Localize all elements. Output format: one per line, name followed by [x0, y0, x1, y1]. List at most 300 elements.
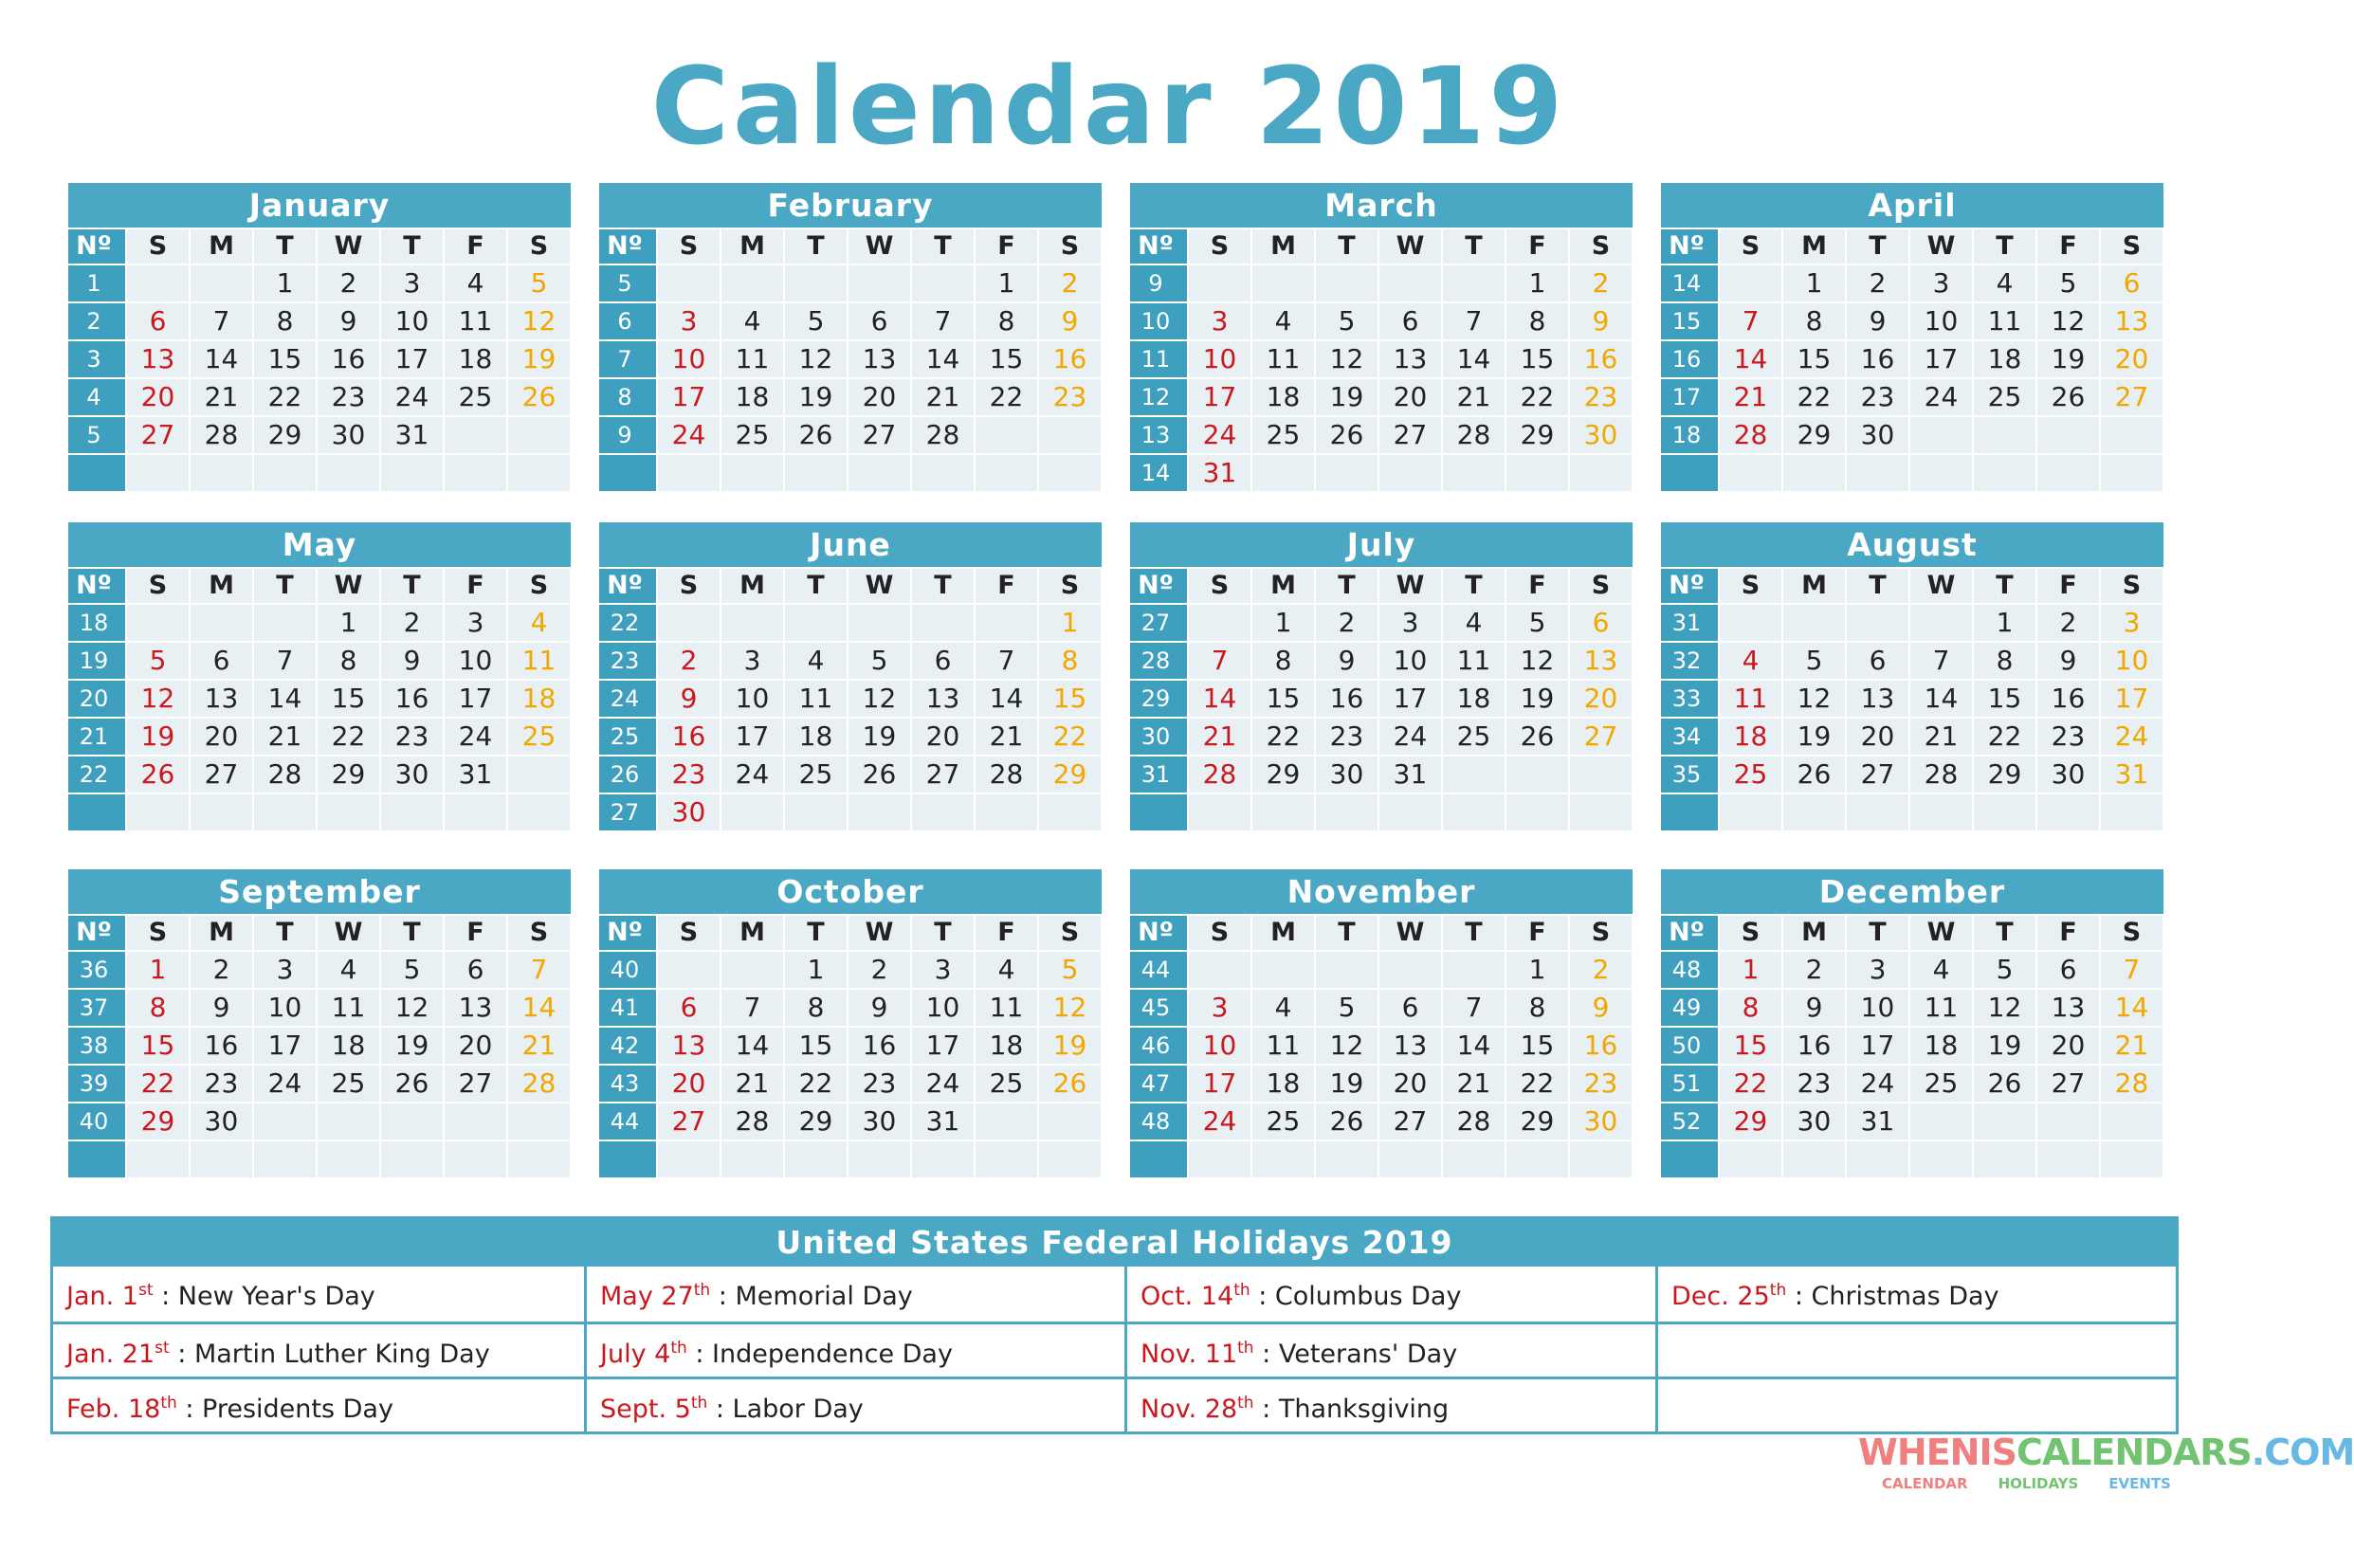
day-cell: 11 [1252, 341, 1314, 377]
day-cell: 11 [1252, 1028, 1314, 1064]
day-cell [1252, 794, 1314, 830]
day-cell [785, 265, 847, 301]
day-cell: 10 [721, 681, 783, 717]
week-number: 36 [68, 952, 125, 988]
day-cell: 25 [445, 379, 506, 415]
weekday-header-row [68, 916, 571, 950]
week-number: 47 [1130, 1066, 1187, 1102]
day-cell: 30 [381, 757, 443, 793]
holiday-column [584, 1267, 1124, 1431]
day-cell [849, 794, 910, 830]
week-number: 27 [1130, 605, 1187, 641]
week-row [599, 1103, 1102, 1140]
day-cell: 9 [381, 643, 443, 679]
day-cell [1379, 265, 1441, 301]
day-cell [1720, 605, 1781, 641]
day-cell [1720, 455, 1781, 491]
day-cell [976, 1141, 1037, 1177]
day-cell: 29 [254, 417, 316, 453]
week-row [1130, 303, 1633, 339]
day-cell: 17 [658, 379, 720, 415]
holidays-table [50, 1216, 2179, 1434]
day-cell [2101, 1103, 2162, 1140]
day-cell [381, 1141, 443, 1177]
day-cell: 8 [318, 643, 379, 679]
weekday-header: M [1783, 916, 1845, 950]
day-cell: 27 [1847, 757, 1908, 793]
day-cell: 22 [1720, 1066, 1781, 1102]
day-cell: 1 [1783, 265, 1845, 301]
weekday-header: F [976, 569, 1037, 603]
day-cell [658, 1141, 720, 1177]
week-number [599, 455, 656, 491]
day-cell: 6 [1570, 605, 1632, 641]
week-row [68, 719, 571, 755]
week-number: 18 [68, 605, 125, 641]
day-cell: 30 [849, 1103, 910, 1140]
day-cell: 10 [1189, 1028, 1250, 1064]
day-cell [1039, 455, 1101, 491]
week-number: 2 [68, 303, 125, 339]
day-cell [1506, 1141, 1568, 1177]
day-cell: 23 [191, 1066, 252, 1102]
holiday-name: : Columbus Day [1250, 1282, 1462, 1311]
weekday-header: T [254, 229, 316, 264]
weekday-header: S [1570, 229, 1632, 264]
weekday-header: F [1506, 569, 1568, 603]
day-cell: 30 [318, 417, 379, 453]
day-cell: 21 [1720, 379, 1781, 415]
day-cell: 6 [445, 952, 506, 988]
weekday-header: W [1910, 569, 1972, 603]
holiday-name: : Independence Day [686, 1340, 953, 1369]
day-cell [1189, 605, 1250, 641]
day-cell [1974, 1141, 2035, 1177]
month-october [599, 869, 1102, 1177]
day-cell: 1 [1252, 605, 1314, 641]
weekday-header: M [191, 229, 252, 264]
day-cell: 24 [254, 1066, 316, 1102]
holiday-name: : Veterans' Day [1253, 1340, 1458, 1369]
day-cell: 10 [658, 341, 720, 377]
week-number-header: Nº [1130, 229, 1187, 264]
day-cell: 22 [318, 719, 379, 755]
holiday-date [600, 1282, 710, 1311]
day-cell: 15 [976, 341, 1037, 377]
day-cell: 19 [1316, 379, 1378, 415]
weekday-header: F [2037, 916, 2099, 950]
day-cell [508, 417, 570, 453]
weekday-header: F [445, 229, 506, 264]
holiday-entry [1658, 1322, 2176, 1377]
day-cell: 4 [976, 952, 1037, 988]
site-logo [1858, 1431, 2354, 1492]
day-cell: 11 [785, 681, 847, 717]
week-row [1661, 605, 2163, 641]
week-row [599, 1028, 1102, 1064]
week-number: 25 [599, 719, 656, 755]
day-cell: 18 [1443, 681, 1505, 717]
weekday-header: W [318, 229, 379, 264]
week-number: 52 [1661, 1103, 1718, 1140]
day-cell [381, 455, 443, 491]
day-cell: 16 [381, 681, 443, 717]
week-number: 37 [68, 990, 125, 1026]
day-cell [721, 794, 783, 830]
day-cell: 25 [1252, 1103, 1314, 1140]
day-cell: 21 [912, 379, 974, 415]
week-number: 31 [1130, 757, 1187, 793]
day-cell [1443, 794, 1505, 830]
day-cell [2037, 1103, 2099, 1140]
day-cell: 31 [1189, 455, 1250, 491]
day-cell: 3 [721, 643, 783, 679]
week-row [1130, 379, 1633, 415]
weekday-header: T [785, 229, 847, 264]
week-row [68, 794, 571, 830]
day-cell [508, 455, 570, 491]
day-cell: 12 [1974, 990, 2035, 1026]
weekday-header: S [1039, 916, 1101, 950]
day-cell [721, 455, 783, 491]
week-row [1130, 455, 1633, 491]
weekday-header-row [1130, 229, 1633, 264]
weekday-header: W [1379, 916, 1441, 950]
day-cell [1443, 455, 1505, 491]
weekday-header: W [1379, 569, 1441, 603]
day-cell: 30 [1847, 417, 1908, 453]
day-cell: 6 [2101, 265, 2162, 301]
weekday-header: T [1316, 569, 1378, 603]
holiday-date-text: Feb. 18 [66, 1395, 161, 1424]
day-cell: 13 [1379, 341, 1441, 377]
day-cell: 4 [785, 643, 847, 679]
day-cell: 17 [381, 341, 443, 377]
weekday-header: S [1720, 569, 1781, 603]
day-cell: 24 [1847, 1066, 1908, 1102]
day-cell [1910, 455, 1972, 491]
day-cell [508, 794, 570, 830]
day-cell: 5 [1316, 303, 1378, 339]
day-cell: 18 [508, 681, 570, 717]
day-cell: 20 [127, 379, 189, 415]
day-cell: 16 [318, 341, 379, 377]
day-cell: 12 [508, 303, 570, 339]
day-cell: 14 [508, 990, 570, 1026]
day-cell: 14 [976, 681, 1037, 717]
month-december [1661, 869, 2163, 1177]
day-cell: 1 [976, 265, 1037, 301]
weekday-header: T [1974, 569, 2035, 603]
weekday-header: W [849, 916, 910, 950]
holiday-date-text: Oct. 14 [1141, 1282, 1234, 1311]
day-cell: 5 [508, 265, 570, 301]
day-cell: 23 [1783, 1066, 1845, 1102]
day-cell: 25 [1910, 1066, 1972, 1102]
day-cell [721, 1141, 783, 1177]
day-cell [2037, 794, 2099, 830]
holiday-date-suffix: th [1237, 1394, 1254, 1413]
holiday-date-suffix: th [690, 1394, 708, 1413]
day-cell: 11 [1443, 643, 1505, 679]
weekday-header: T [1847, 229, 1908, 264]
day-cell: 3 [1189, 303, 1250, 339]
holiday-date [1141, 1340, 1254, 1369]
day-cell: 20 [1847, 719, 1908, 755]
day-cell: 11 [976, 990, 1037, 1026]
week-row [68, 1028, 571, 1064]
day-cell: 12 [849, 681, 910, 717]
day-cell: 28 [1443, 417, 1505, 453]
day-cell [1847, 794, 1908, 830]
weekday-header: S [658, 569, 720, 603]
day-cell: 28 [191, 417, 252, 453]
day-cell: 10 [254, 990, 316, 1026]
day-cell: 17 [1189, 1066, 1250, 1102]
day-cell: 7 [191, 303, 252, 339]
week-number: 10 [1130, 303, 1187, 339]
weekday-header: T [1847, 916, 1908, 950]
day-cell: 12 [381, 990, 443, 1026]
weekday-header: T [1847, 569, 1908, 603]
week-row [1661, 643, 2163, 679]
day-cell: 15 [1783, 341, 1845, 377]
week-number [1661, 794, 1718, 830]
day-cell: 16 [658, 719, 720, 755]
day-cell: 8 [1783, 303, 1845, 339]
day-cell: 6 [912, 643, 974, 679]
day-cell: 27 [912, 757, 974, 793]
day-cell: 31 [1379, 757, 1441, 793]
holiday-name: : Presidents Day [176, 1395, 393, 1424]
day-cell: 8 [1506, 303, 1568, 339]
weekday-header-row [68, 569, 571, 603]
day-cell: 8 [1252, 643, 1314, 679]
weekday-header-row [1130, 916, 1633, 950]
day-cell: 17 [1910, 341, 1972, 377]
day-cell: 10 [2101, 643, 2162, 679]
weekday-header-row [1130, 569, 1633, 603]
day-cell: 8 [785, 990, 847, 1026]
day-cell: 7 [1443, 990, 1505, 1026]
weekday-header-row [1661, 569, 2163, 603]
logo-part: CALENDARS [2016, 1431, 2252, 1473]
day-cell: 7 [1189, 643, 1250, 679]
day-cell: 16 [1316, 681, 1378, 717]
day-cell: 11 [1910, 990, 1972, 1026]
month-name: July [1130, 522, 1633, 567]
holiday-date-text: Jan. 21 [66, 1340, 155, 1369]
day-cell [1379, 455, 1441, 491]
week-number: 23 [599, 643, 656, 679]
day-cell: 11 [721, 341, 783, 377]
week-row [599, 341, 1102, 377]
logo-part: .COM [2251, 1431, 2354, 1473]
holiday-date-text: Nov. 11 [1141, 1340, 1238, 1369]
day-cell [1570, 757, 1632, 793]
day-cell: 23 [1570, 379, 1632, 415]
day-cell [785, 605, 847, 641]
day-cell [1720, 794, 1781, 830]
day-cell: 7 [2101, 952, 2162, 988]
day-cell: 18 [785, 719, 847, 755]
week-row [1661, 341, 2163, 377]
week-number: 32 [1661, 643, 1718, 679]
week-number: 48 [1130, 1103, 1187, 1140]
day-cell: 23 [849, 1066, 910, 1102]
day-cell: 11 [445, 303, 506, 339]
day-cell: 27 [849, 417, 910, 453]
day-cell: 2 [191, 952, 252, 988]
week-number: 22 [599, 605, 656, 641]
holiday-entry [1658, 1377, 2176, 1431]
day-cell: 20 [1570, 681, 1632, 717]
day-cell [1316, 1141, 1378, 1177]
day-cell: 17 [254, 1028, 316, 1064]
weekday-header: S [508, 916, 570, 950]
day-cell [381, 794, 443, 830]
day-cell: 16 [1039, 341, 1101, 377]
week-number: 14 [1661, 265, 1718, 301]
day-cell: 11 [1974, 303, 2035, 339]
week-row [1661, 1028, 2163, 1064]
day-cell: 3 [1847, 952, 1908, 988]
weekday-header: T [1974, 916, 2035, 950]
week-number: 19 [68, 643, 125, 679]
weekday-header: M [1252, 229, 1314, 264]
day-cell: 27 [1379, 417, 1441, 453]
day-cell: 13 [445, 990, 506, 1026]
day-cell [1783, 1141, 1845, 1177]
day-cell: 14 [1443, 1028, 1505, 1064]
day-cell [318, 794, 379, 830]
day-cell: 19 [2037, 341, 2099, 377]
day-cell: 29 [1252, 757, 1314, 793]
day-cell: 8 [127, 990, 189, 1026]
day-cell [191, 455, 252, 491]
holiday-entry [53, 1322, 584, 1377]
weekday-header: T [1974, 229, 2035, 264]
holiday-entry [1127, 1322, 1655, 1377]
holiday-entry [1127, 1267, 1655, 1322]
day-cell [2101, 794, 2162, 830]
month-name: March [1130, 183, 1633, 228]
day-cell: 30 [1570, 1103, 1632, 1140]
month-august [1661, 522, 2163, 830]
day-cell: 2 [2037, 605, 2099, 641]
week-number-header: Nº [599, 229, 656, 264]
day-cell: 7 [1720, 303, 1781, 339]
week-number: 40 [68, 1103, 125, 1140]
week-number: 42 [599, 1028, 656, 1064]
week-row [68, 341, 571, 377]
logo-part: WHENIS [1858, 1431, 2016, 1473]
day-cell: 17 [721, 719, 783, 755]
day-cell: 28 [721, 1103, 783, 1140]
day-cell: 31 [912, 1103, 974, 1140]
day-cell: 3 [1910, 265, 1972, 301]
day-cell: 26 [1316, 417, 1378, 453]
week-number-header: Nº [1130, 569, 1187, 603]
day-cell: 15 [1506, 341, 1568, 377]
day-cell: 20 [1379, 379, 1441, 415]
holiday-date [66, 1395, 177, 1424]
day-cell: 31 [2101, 757, 2162, 793]
day-cell: 14 [254, 681, 316, 717]
day-cell: 5 [381, 952, 443, 988]
logo-subtitle [1858, 1475, 2171, 1492]
day-cell: 4 [445, 265, 506, 301]
week-row [599, 719, 1102, 755]
month-name: January [68, 183, 571, 228]
day-cell [381, 1103, 443, 1140]
day-cell [849, 265, 910, 301]
week-number: 9 [599, 417, 656, 453]
weekday-header: M [721, 229, 783, 264]
weekday-header: S [1039, 229, 1101, 264]
day-cell [849, 1141, 910, 1177]
day-cell [445, 794, 506, 830]
weekday-header: T [785, 916, 847, 950]
holiday-entry [1127, 1377, 1655, 1431]
holiday-column [53, 1267, 584, 1431]
holiday-date [1141, 1282, 1250, 1311]
month-name: February [599, 183, 1102, 228]
weekday-header: S [508, 229, 570, 264]
day-cell: 19 [849, 719, 910, 755]
week-number: 13 [1130, 417, 1187, 453]
day-cell [1570, 455, 1632, 491]
day-cell: 25 [508, 719, 570, 755]
holiday-name: : New Year's Day [153, 1282, 375, 1311]
day-cell [658, 265, 720, 301]
day-cell: 14 [1720, 341, 1781, 377]
day-cell [912, 455, 974, 491]
day-cell: 28 [508, 1066, 570, 1102]
month-april [1661, 183, 2163, 491]
week-row [1130, 1066, 1633, 1102]
day-cell [254, 605, 316, 641]
day-cell: 1 [1720, 952, 1781, 988]
day-cell [445, 1141, 506, 1177]
day-cell [658, 952, 720, 988]
month-name: September [68, 869, 571, 914]
day-cell: 26 [1039, 1066, 1101, 1102]
day-cell [1039, 417, 1101, 453]
day-cell: 26 [127, 757, 189, 793]
week-number-header: Nº [68, 916, 125, 950]
weekday-header: T [912, 569, 974, 603]
week-number [68, 794, 125, 830]
day-cell: 7 [1443, 303, 1505, 339]
day-cell: 12 [1316, 1028, 1378, 1064]
day-cell: 23 [2037, 719, 2099, 755]
week-number: 6 [599, 303, 656, 339]
week-number: 41 [599, 990, 656, 1026]
day-cell [1316, 265, 1378, 301]
day-cell: 19 [1506, 681, 1568, 717]
day-cell [1252, 455, 1314, 491]
day-cell [1910, 1141, 1972, 1177]
day-cell [1252, 265, 1314, 301]
day-cell [1379, 1141, 1441, 1177]
week-number: 9 [1130, 265, 1187, 301]
week-number: 44 [599, 1103, 656, 1140]
day-cell: 24 [1189, 1103, 1250, 1140]
day-cell: 29 [785, 1103, 847, 1140]
weekday-header: S [1720, 229, 1781, 264]
day-cell: 15 [1252, 681, 1314, 717]
